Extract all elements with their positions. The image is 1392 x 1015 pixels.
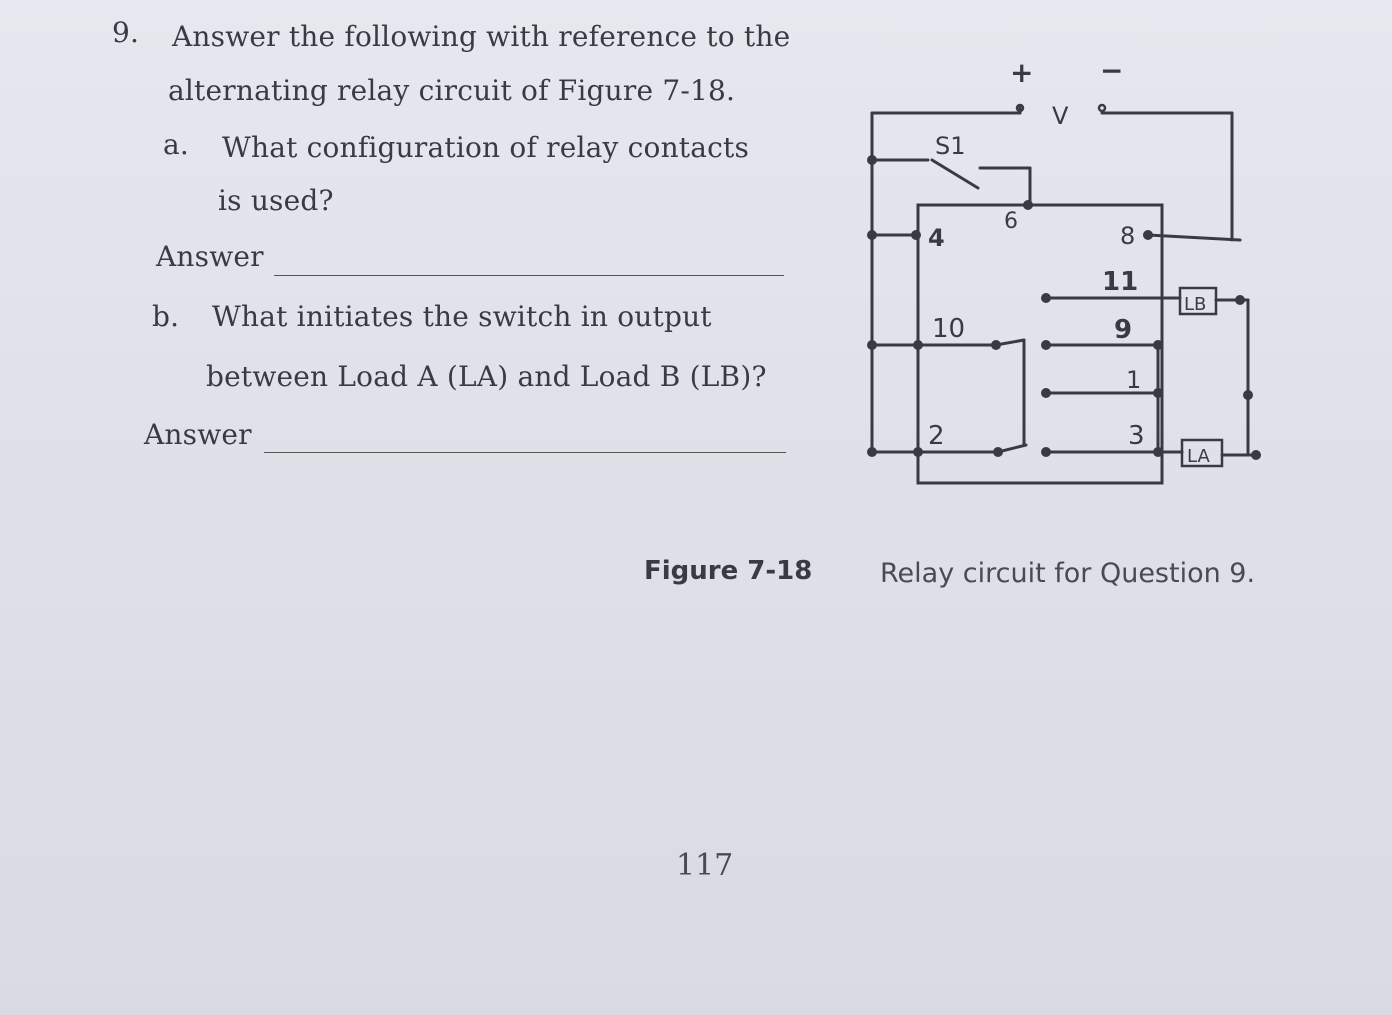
pin-10-label: 10 — [932, 314, 966, 344]
part-a-line-1: What configuration of relay contacts — [222, 131, 750, 164]
question-number: 9. — [112, 16, 140, 49]
voltage-label: V — [1052, 102, 1069, 130]
pin-1-label: 1 — [1126, 366, 1142, 394]
answer-a-line[interactable] — [274, 275, 784, 276]
figure-caption: Relay circuit for Question 9. — [880, 558, 1256, 589]
pin-6-label: 6 — [1004, 209, 1018, 234]
pin-4-label: 4 — [928, 224, 945, 252]
load-b-label: LB — [1184, 294, 1207, 315]
load-a-label: LA — [1187, 446, 1210, 467]
pin-3-label: 3 — [1128, 421, 1145, 451]
question-line-2: alternating relay circuit of Figure 7-18. — [168, 74, 736, 107]
pin-11-label: 11 — [1102, 267, 1139, 297]
pin-8-label: 8 — [1120, 222, 1136, 250]
plus-label: + — [1010, 56, 1034, 89]
minus-label: − — [1100, 55, 1124, 87]
question-line-1: Answer the following with reference to the — [172, 20, 791, 53]
figure-label: Figure 7-18 — [644, 556, 813, 586]
pin-9-label: 9 — [1114, 315, 1133, 345]
answer-b-line[interactable] — [264, 452, 786, 453]
part-b-line-1: What initiates the switch in output — [212, 300, 712, 333]
switch-s1-label: S1 — [935, 132, 966, 160]
relay-circuit-diagram — [860, 55, 1280, 495]
part-b-label: b. — [152, 300, 180, 333]
page-number: 117 — [676, 848, 734, 883]
pin-2-label: 2 — [928, 421, 945, 451]
part-a-line-2: is used? — [218, 184, 334, 217]
part-b-line-2: between Load A (LA) and Load B (LB)? — [206, 360, 767, 393]
answer-b-label: Answer — [144, 418, 252, 451]
answer-a-label: Answer — [156, 240, 264, 273]
part-a-label: a. — [163, 128, 189, 161]
